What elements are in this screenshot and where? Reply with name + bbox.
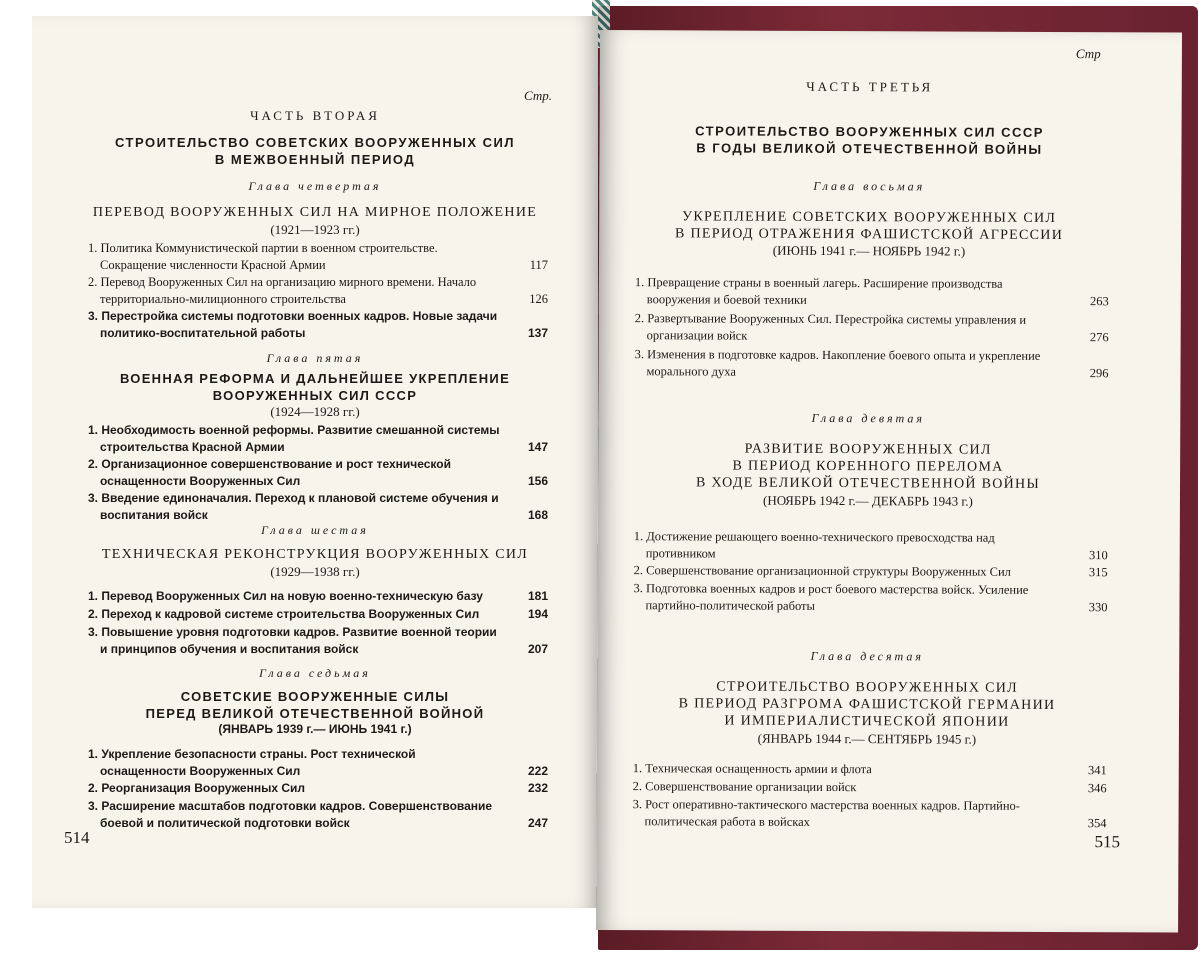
chapter-dates: (1921—1923 гг.) [270, 222, 360, 237]
toc-entry-text: 3. Введение единоначалия. Переход к плановой системе обучения и воспитания войск [88, 491, 499, 522]
chapter-label: Глава шестая [261, 523, 369, 537]
toc-entry-page: 222 [527, 764, 548, 778]
chapter-title-line: И ИМПЕРИАЛИСТИЧЕСКОЙ ЯПОНИИ [724, 713, 1010, 730]
part-title-line: В ГОДЫ ВЕЛИКОЙ ОТЕЧЕСТВЕННОЙ ВОЙНЫ [696, 140, 1043, 157]
part-title-line: СТРОИТЕЛЬСТВО СОВЕТСКИХ ВООРУЖЕННЫХ СИЛ [114, 135, 516, 150]
toc-entry-page: 181 [527, 589, 548, 603]
toc-entry-page: 147 [527, 440, 548, 454]
toc-entry[interactable] [88, 606, 548, 623]
chapter-dates: (ЯНВАРЬ 1939 г.— ИЮНЬ 1941 г.) [218, 722, 412, 736]
page-column-label: Стр [1075, 46, 1101, 62]
chapter-label: Глава десятая [810, 648, 924, 664]
toc-entry[interactable] [634, 528, 1108, 564]
chapter-title-line: СТРОИТЕЛЬСТВО ВООРУЖЕННЫХ СИЛ [716, 679, 1019, 696]
toc-entry-page: 126 [529, 292, 548, 306]
toc-entry[interactable] [88, 240, 548, 274]
toc-entry-page: 296 [1089, 366, 1109, 381]
chapter-title-line: СОВЕТСКИЕ ВООРУЖЕННЫЕ СИЛЫ [180, 689, 450, 704]
toc-entry[interactable] [88, 798, 548, 832]
toc-entry[interactable] [88, 274, 548, 308]
toc-entry-page: 232 [527, 781, 548, 795]
toc-entry-text: 2. Организационное совершенствование и рост технической оснащенности Вооруженных Сил [88, 457, 451, 488]
toc-entry[interactable] [633, 760, 1107, 779]
toc-entry-text: 1. Перевод Вооруженных Сил на новую военно-техническую базу [88, 589, 483, 603]
toc-entry-page: 137 [527, 326, 548, 340]
toc-entry-text: 2. Совершенствование организационной структуры Вооруженных Сил [633, 563, 1011, 579]
chapter-title-line: В ПЕРИОД ОТРАЖЕНИЯ ФАШИСТСКОЙ АГРЕССИИ [675, 226, 1064, 244]
toc-entry-text: 3. Расширение масштабов подготовки кадров. Совершенствование боевой и политической подготовки войск [88, 799, 493, 830]
toc-entry-text: 1. Укрепление безопасности страны. Рост технической оснащенности Вооруженных Сил [88, 747, 416, 778]
chapter-dates: (ЯНВАРЬ 1944 г.— СЕНТЯБРЬ 1945 г.) [757, 730, 977, 747]
toc-entry-text: 2. Переход к кадровой системе строительства Вооруженных Сил [88, 607, 480, 621]
toc-entry-page: 276 [1089, 330, 1109, 345]
chapter-label: Глава пятая [266, 351, 364, 365]
toc-entry[interactable] [88, 746, 548, 780]
chapter-title-line: ВООРУЖЕННЫХ СИЛ СССР [212, 388, 418, 403]
part-title-line: СТРОИТЕЛЬСТВО ВООРУЖЕННЫХ СИЛ СССР [695, 123, 1045, 140]
toc-entry-page: 263 [1090, 294, 1109, 309]
toc-entry-text: 1. Техническая оснащенность армии и флота [632, 761, 872, 777]
chapter-label: Глава седьмая [259, 666, 371, 680]
toc-entry-text: 3. Подготовка военных кадров и рост боевого мастерства войск. Усиление партийно-политической работы [633, 581, 1029, 613]
chapter-label: Глава четвертая [248, 179, 382, 193]
toc-entry[interactable] [88, 422, 548, 456]
toc-entry[interactable] [633, 778, 1107, 797]
toc-entry-page: 330 [1088, 600, 1108, 615]
page-number: 514 [64, 828, 90, 847]
toc-entry-page: 354 [1087, 816, 1107, 831]
chapter-title [597, 678, 1137, 731]
chapter-title [32, 688, 598, 722]
chapter-title [32, 370, 598, 404]
toc-entry-text: 2. Совершенствование организации войск [632, 779, 857, 795]
toc-entry-text: 3. Изменения в подготовке кадров. Накопление боевого опыта и укрепление морального духа [634, 347, 1041, 379]
chapter-dates: (НОЯБРЬ 1942 г.— ДЕКАБРЬ 1943 г.) [762, 492, 973, 509]
toc-entry-page: 207 [527, 642, 548, 656]
toc-entry-page: 168 [527, 508, 548, 522]
right-page [596, 30, 1182, 933]
toc-entry[interactable] [88, 308, 548, 342]
toc-entry-text: 3. Повышение уровня подготовки кадров. Развитие военной теории и принципов обучения и воспитания войск [88, 625, 497, 656]
left-page [32, 16, 598, 908]
toc-entry-text: 1. Политика Коммунистической партии в военном строительстве. Сокращение численности Красной Армии [88, 241, 438, 272]
chapter-dates: (1929—1938 гг.) [270, 564, 360, 579]
chapter-title-line: ПЕРЕД ВЕЛИКОЙ ОТЕЧЕСТВЕННОЙ ВОЙНОЙ [145, 706, 485, 721]
chapter-title-line: В ПЕРИОД КОРЕННОГО ПЕРЕЛОМА [732, 458, 1004, 475]
toc-entry-page: 194 [527, 607, 548, 621]
toc-entry[interactable] [633, 580, 1107, 616]
chapter-dates: (ИЮНЬ 1941 г.— НОЯБРЬ 1942 г.) [772, 242, 966, 259]
chapter-label: Глава девятая [811, 410, 925, 426]
toc-entry[interactable] [634, 346, 1108, 382]
chapter-title [599, 208, 1139, 244]
toc-entry-page: 156 [527, 474, 548, 488]
toc-entry[interactable] [88, 780, 548, 797]
chapter-title-line: УКРЕПЛЕНИЕ СОВЕТСКИХ ВООРУЖЕННЫХ СИЛ [682, 209, 1057, 226]
chapter-title-line: В ПЕРИОД РАЗГРОМА ФАШИСТСКОЙ ГЕРМАНИИ [678, 696, 1056, 713]
toc-entry[interactable] [634, 562, 1108, 581]
part-title-line: В МЕЖВОЕННЫЙ ПЕРИОД [214, 152, 416, 167]
toc-entry-text: 1. Необходимость военной реформы. Развитие смешанной системы строительства Красной Армии [88, 423, 500, 454]
chapter-title: ПЕРЕВОД ВООРУЖЕННЫХ СИЛ НА МИРНОЕ ПОЛОЖЕНИЕ [92, 205, 538, 220]
toc-entry[interactable] [88, 456, 548, 490]
toc-entry-page: 341 [1087, 763, 1107, 778]
toc-entry-text: 2. Перевод Вооруженных Сил на организацию мирного времени. Начало территориально-милиционного строительства [88, 275, 477, 306]
part-title [599, 122, 1139, 158]
chapter-title-line: РАЗВИТИЕ ВООРУЖЕННЫХ СИЛ [744, 441, 992, 458]
toc-entry[interactable] [633, 796, 1107, 832]
part-heading: ЧАСТЬ ТРЕТЬЯ [806, 78, 934, 95]
toc-entry-text: 2. Развертывание Вооруженных Сил. Перестройка системы управления и организации войск [634, 311, 1027, 343]
toc-entry-text: 3. Перестройка системы подготовки военных кадров. Новые задачи политико-воспитательной работы [88, 309, 498, 340]
toc-entry-text: 1. Достижение решающего военно-технического превосходства над противником [633, 529, 995, 561]
chapter-dates: (1924—1928 гг.) [270, 404, 360, 419]
chapter-title: ТЕХНИЧЕСКАЯ РЕКОНСТРУКЦИЯ ВООРУЖЕННЫХ СИЛ [101, 547, 529, 562]
toc-entry-page: 117 [529, 258, 548, 272]
toc-entry[interactable] [635, 310, 1109, 346]
toc-entry[interactable] [88, 490, 548, 524]
toc-entry[interactable] [635, 274, 1109, 310]
toc-entry[interactable] [88, 588, 548, 605]
chapter-title-line: В ХОДЕ ВЕЛИКОЙ ОТЕЧЕСТВЕННОЙ ВОЙНЫ [696, 475, 1041, 492]
toc-entry-page: 247 [527, 816, 548, 830]
page-column-label: Стр. [524, 88, 552, 103]
toc-entry-page: 310 [1088, 548, 1108, 563]
chapter-label: Глава восьмая [813, 178, 926, 194]
toc-entry-text: 1. Превращение страны в военный лагерь. Расширение производства вооружения и боевой техники [634, 275, 1003, 307]
chapter-title [598, 440, 1138, 493]
part-heading: ЧАСТЬ ВТОРАЯ [250, 108, 380, 123]
part-title [32, 134, 598, 168]
toc-entry-page: 315 [1088, 565, 1108, 580]
toc-entry[interactable] [88, 624, 548, 658]
toc-entry-text: 3. Рост оперативно-тактического мастерства военных кадров. Партийно-политическая работа в войсках [632, 797, 1020, 829]
toc-entry-text: 2. Реорганизация Вооруженных Сил [88, 781, 306, 795]
page-number: 515 [1094, 832, 1121, 852]
chapter-title-line: ВОЕННАЯ РЕФОРМА И ДАЛЬНЕЙШЕЕ УКРЕПЛЕНИЕ [119, 371, 511, 386]
toc-entry-page: 346 [1087, 781, 1107, 796]
